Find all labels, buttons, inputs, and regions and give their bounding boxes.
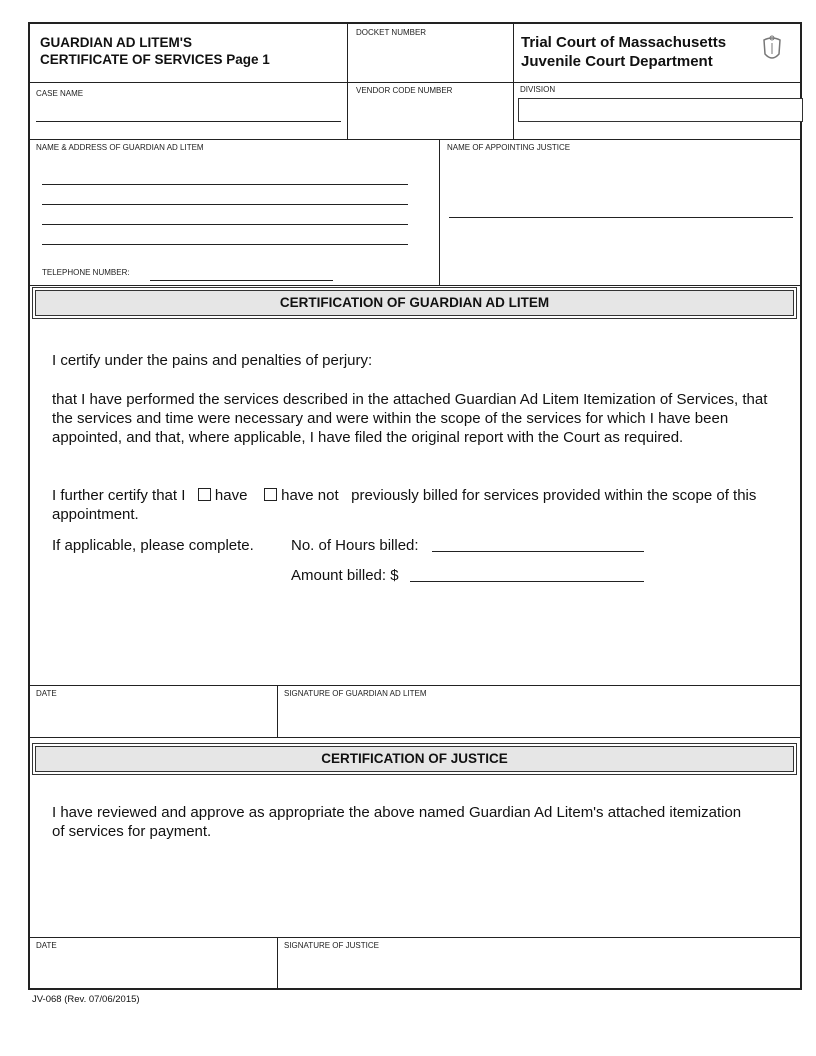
gal-date-input[interactable] <box>30 700 275 735</box>
justice-signature-label: SIGNATURE OF JUSTICE <box>284 941 379 950</box>
vendor-code-label: VENDOR CODE NUMBER <box>356 86 453 95</box>
address-line-1[interactable] <box>42 184 408 185</box>
divider <box>28 285 802 286</box>
divider <box>347 22 348 139</box>
appointing-justice-input[interactable] <box>449 217 793 218</box>
hours-billed-label: No. of Hours billed: <box>291 537 419 554</box>
justice-date-label: DATE <box>36 941 57 950</box>
further-prefix: I further certify that I <box>52 487 186 504</box>
perjury-statement: I certify under the pains and penalties of perjury: <box>52 352 373 369</box>
docket-number-label: DOCKET NUMBER <box>356 28 427 37</box>
address-line-4[interactable] <box>42 244 408 245</box>
divider <box>28 82 802 83</box>
telephone-input[interactable] <box>150 280 333 281</box>
amount-billed-input[interactable] <box>410 581 644 582</box>
division-label: DIVISION <box>520 85 556 94</box>
court-line-1: Trial Court of Massachusetts <box>521 34 727 51</box>
justice-signature-input[interactable] <box>280 952 800 987</box>
divider <box>28 685 802 686</box>
if-applicable-label: If applicable, please complete. <box>52 537 254 554</box>
divider <box>277 937 278 990</box>
billing-certification <box>52 486 777 524</box>
have-checkbox[interactable] <box>198 488 211 501</box>
gal-name-address-label: NAME & ADDRESS OF GUARDIAN AD LITEM <box>36 143 204 152</box>
divider <box>28 737 802 738</box>
gal-signature-label: SIGNATURE OF GUARDIAN AD LITEM <box>284 689 427 698</box>
address-line-2[interactable] <box>42 204 408 205</box>
have-not-label: have not <box>281 487 339 504</box>
divider <box>439 139 440 285</box>
title-line-2: CERTIFICATE OF SERVICES Page 1 <box>40 52 270 67</box>
amount-billed-label: Amount billed: $ <box>291 567 399 584</box>
address-line-3[interactable] <box>42 224 408 225</box>
services-statement: that I have performed the services described in the attached Guardian Ad Litem Itemization of Services, that the services and time were necessary and were within the scope of the services for which I have been appointed, and that, where applicable, I have filed the original report with the Court as required. <box>52 391 768 446</box>
title-line-1: GUARDIAN AD LITEM'S <box>40 35 192 50</box>
court-name <box>521 33 726 71</box>
form-title <box>40 34 270 68</box>
have-not-checkbox[interactable] <box>264 488 277 501</box>
divider <box>28 139 802 140</box>
telephone-label: TELEPHONE NUMBER: <box>42 268 130 277</box>
division-input[interactable] <box>518 98 803 122</box>
gal-date-label: DATE <box>36 689 57 698</box>
have-label: have <box>214 487 248 504</box>
hours-billed-input[interactable] <box>432 551 644 552</box>
case-name-input[interactable] <box>36 121 341 122</box>
divider <box>513 22 514 139</box>
gal-certification-heading <box>32 287 797 319</box>
further-suffix: previously billed for services provided within the scope of this appointment. <box>52 487 757 523</box>
case-name-label: CASE NAME <box>36 89 84 98</box>
court-line-2: Juvenile Court Department <box>521 53 713 70</box>
heading-text: CERTIFICATION OF GUARDIAN AD LITEM <box>35 290 794 316</box>
justice-certification-heading <box>32 743 797 775</box>
gal-signature-input[interactable] <box>280 700 800 735</box>
state-seal-icon <box>760 34 784 64</box>
divider <box>277 685 278 737</box>
form-id: JV-068 (Rev. 07/06/2015) <box>32 994 140 1005</box>
justice-approval-statement: I have reviewed and approve as appropriate the above named Guardian Ad Litem's attached itemization of services for payment. <box>52 804 742 840</box>
heading-text: CERTIFICATION OF JUSTICE <box>35 746 794 772</box>
divider <box>28 937 802 938</box>
justice-date-input[interactable] <box>30 952 275 987</box>
appointing-justice-label: NAME OF APPOINTING JUSTICE <box>447 143 571 152</box>
